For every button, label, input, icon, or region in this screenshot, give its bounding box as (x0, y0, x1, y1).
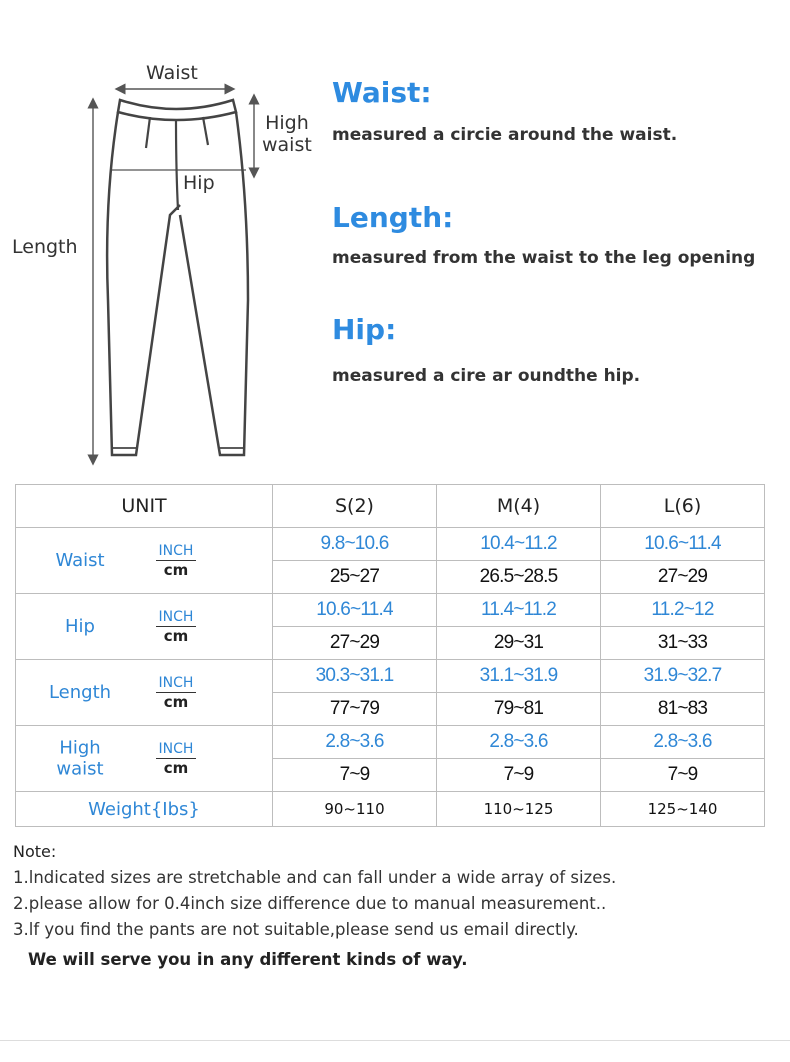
hip-definition-text: measured a cire ar oundthe hip. (332, 366, 641, 386)
hip-cm-s: 27~29 (273, 627, 437, 660)
unit-cm-label: cm (163, 758, 189, 777)
waist-definition-title: Waist: (332, 76, 432, 109)
waist-cm-m: 26.5~28.5 (437, 561, 601, 594)
diagram-high-label-line2: waist (262, 133, 312, 156)
notes-title: Note: (13, 842, 57, 861)
note-item-1: 1.lndicated sizes are stretchable and can fall under a wide array of sizes. (13, 868, 617, 887)
measure-hip-cell (16, 594, 273, 660)
notes-section (13, 842, 616, 969)
diagram-high-label-line1: High (265, 112, 309, 134)
table-row-weight (16, 792, 765, 827)
unit-indicator (156, 609, 196, 645)
measure-high-waist-cell (16, 726, 273, 792)
note-item-2: 2.please allow for 0.4inch size difference due to manual measurement.. (13, 894, 607, 913)
high-waist-inch-s: 2.8~3.6 (273, 726, 437, 759)
length-inch-m: 31.1~31.9 (437, 660, 601, 693)
unit-indicator (156, 543, 196, 579)
measure-name-high: High (59, 736, 101, 758)
length-definition-title: Length: (332, 201, 454, 234)
measure-name-waist: Waist (55, 549, 105, 571)
waist-inch-s: 9.8~10.6 (273, 528, 437, 561)
note-item-3: 3.lf you find the pants are not suitable,please send us email directly. (13, 920, 579, 939)
hip-inch-s: 10.6~11.4 (273, 594, 437, 627)
weight-m: 110~125 (437, 792, 601, 827)
unit-inch-label: INCH (156, 675, 196, 693)
high-waist-cm-m: 7~9 (437, 759, 601, 792)
header-unit: UNIT (16, 485, 273, 528)
size-chart-table (15, 484, 765, 827)
unit-indicator (156, 741, 196, 777)
hip-cm-l: 31~33 (601, 627, 765, 660)
bottom-divider (0, 1040, 790, 1041)
length-cm-l: 81~83 (601, 693, 765, 726)
high-waist-cm-s: 7~9 (273, 759, 437, 792)
diagram-waist-label: Waist (146, 62, 198, 84)
weight-label: Weight{Ibs} (16, 792, 273, 827)
waist-cm-s: 25~27 (273, 561, 437, 594)
diagram-length-label: Length (12, 236, 78, 258)
unit-inch-label: INCH (156, 543, 196, 561)
unit-inch-label: INCH (156, 609, 196, 627)
hip-inch-m: 11.4~11.2 (437, 594, 601, 627)
header-size-l: L(6) (601, 485, 765, 528)
table-row-high-waist-inch (16, 726, 765, 759)
measure-name-waist-line2: waist (56, 758, 104, 780)
waist-definition-text: measured a circie around the waist. (332, 125, 678, 145)
length-inch-l: 31.9~32.7 (601, 660, 765, 693)
length-cm-s: 77~79 (273, 693, 437, 726)
measure-name-hip: Hip (65, 615, 95, 637)
measure-name-high-waist (16, 737, 144, 780)
table-row-length-inch (16, 660, 765, 693)
hip-inch-l: 11.2~12 (601, 594, 765, 627)
high-waist-inch-m: 2.8~3.6 (437, 726, 601, 759)
length-cm-m: 79~81 (437, 693, 601, 726)
length-inch-s: 30.3~31.1 (273, 660, 437, 693)
table-row-hip-inch (16, 594, 765, 627)
pants-diagram (0, 0, 330, 470)
unit-cm-label: cm (163, 626, 189, 645)
diagram-hip-label: Hip (183, 172, 215, 194)
unit-cm-label: cm (163, 692, 189, 711)
hip-definition-title: Hip: (332, 313, 397, 346)
measure-name-length: Length (48, 681, 112, 703)
weight-s: 90~110 (273, 792, 437, 827)
table-row-waist-inch (16, 528, 765, 561)
unit-inch-label: INCH (156, 741, 196, 759)
hip-cm-m: 29~31 (437, 627, 601, 660)
header-size-s: S(2) (273, 485, 437, 528)
measure-length-cell (16, 660, 273, 726)
waist-cm-l: 27~29 (601, 561, 765, 594)
waist-inch-m: 10.4~11.2 (437, 528, 601, 561)
high-waist-cm-l: 7~9 (601, 759, 765, 792)
unit-cm-label: cm (163, 560, 189, 579)
notes-footer: We will serve you in any different kinds of way. (28, 950, 468, 969)
weight-l: 125~140 (601, 792, 765, 827)
table-header-row (16, 485, 765, 528)
length-definition-text: measured from the waist to the leg opening (332, 248, 756, 268)
waist-inch-l: 10.6~11.4 (601, 528, 765, 561)
header-size-m: M(4) (437, 485, 601, 528)
unit-indicator (156, 675, 196, 711)
measure-waist-cell (16, 528, 273, 594)
diagram-high-waist-label (262, 113, 312, 157)
high-waist-inch-l: 2.8~3.6 (601, 726, 765, 759)
